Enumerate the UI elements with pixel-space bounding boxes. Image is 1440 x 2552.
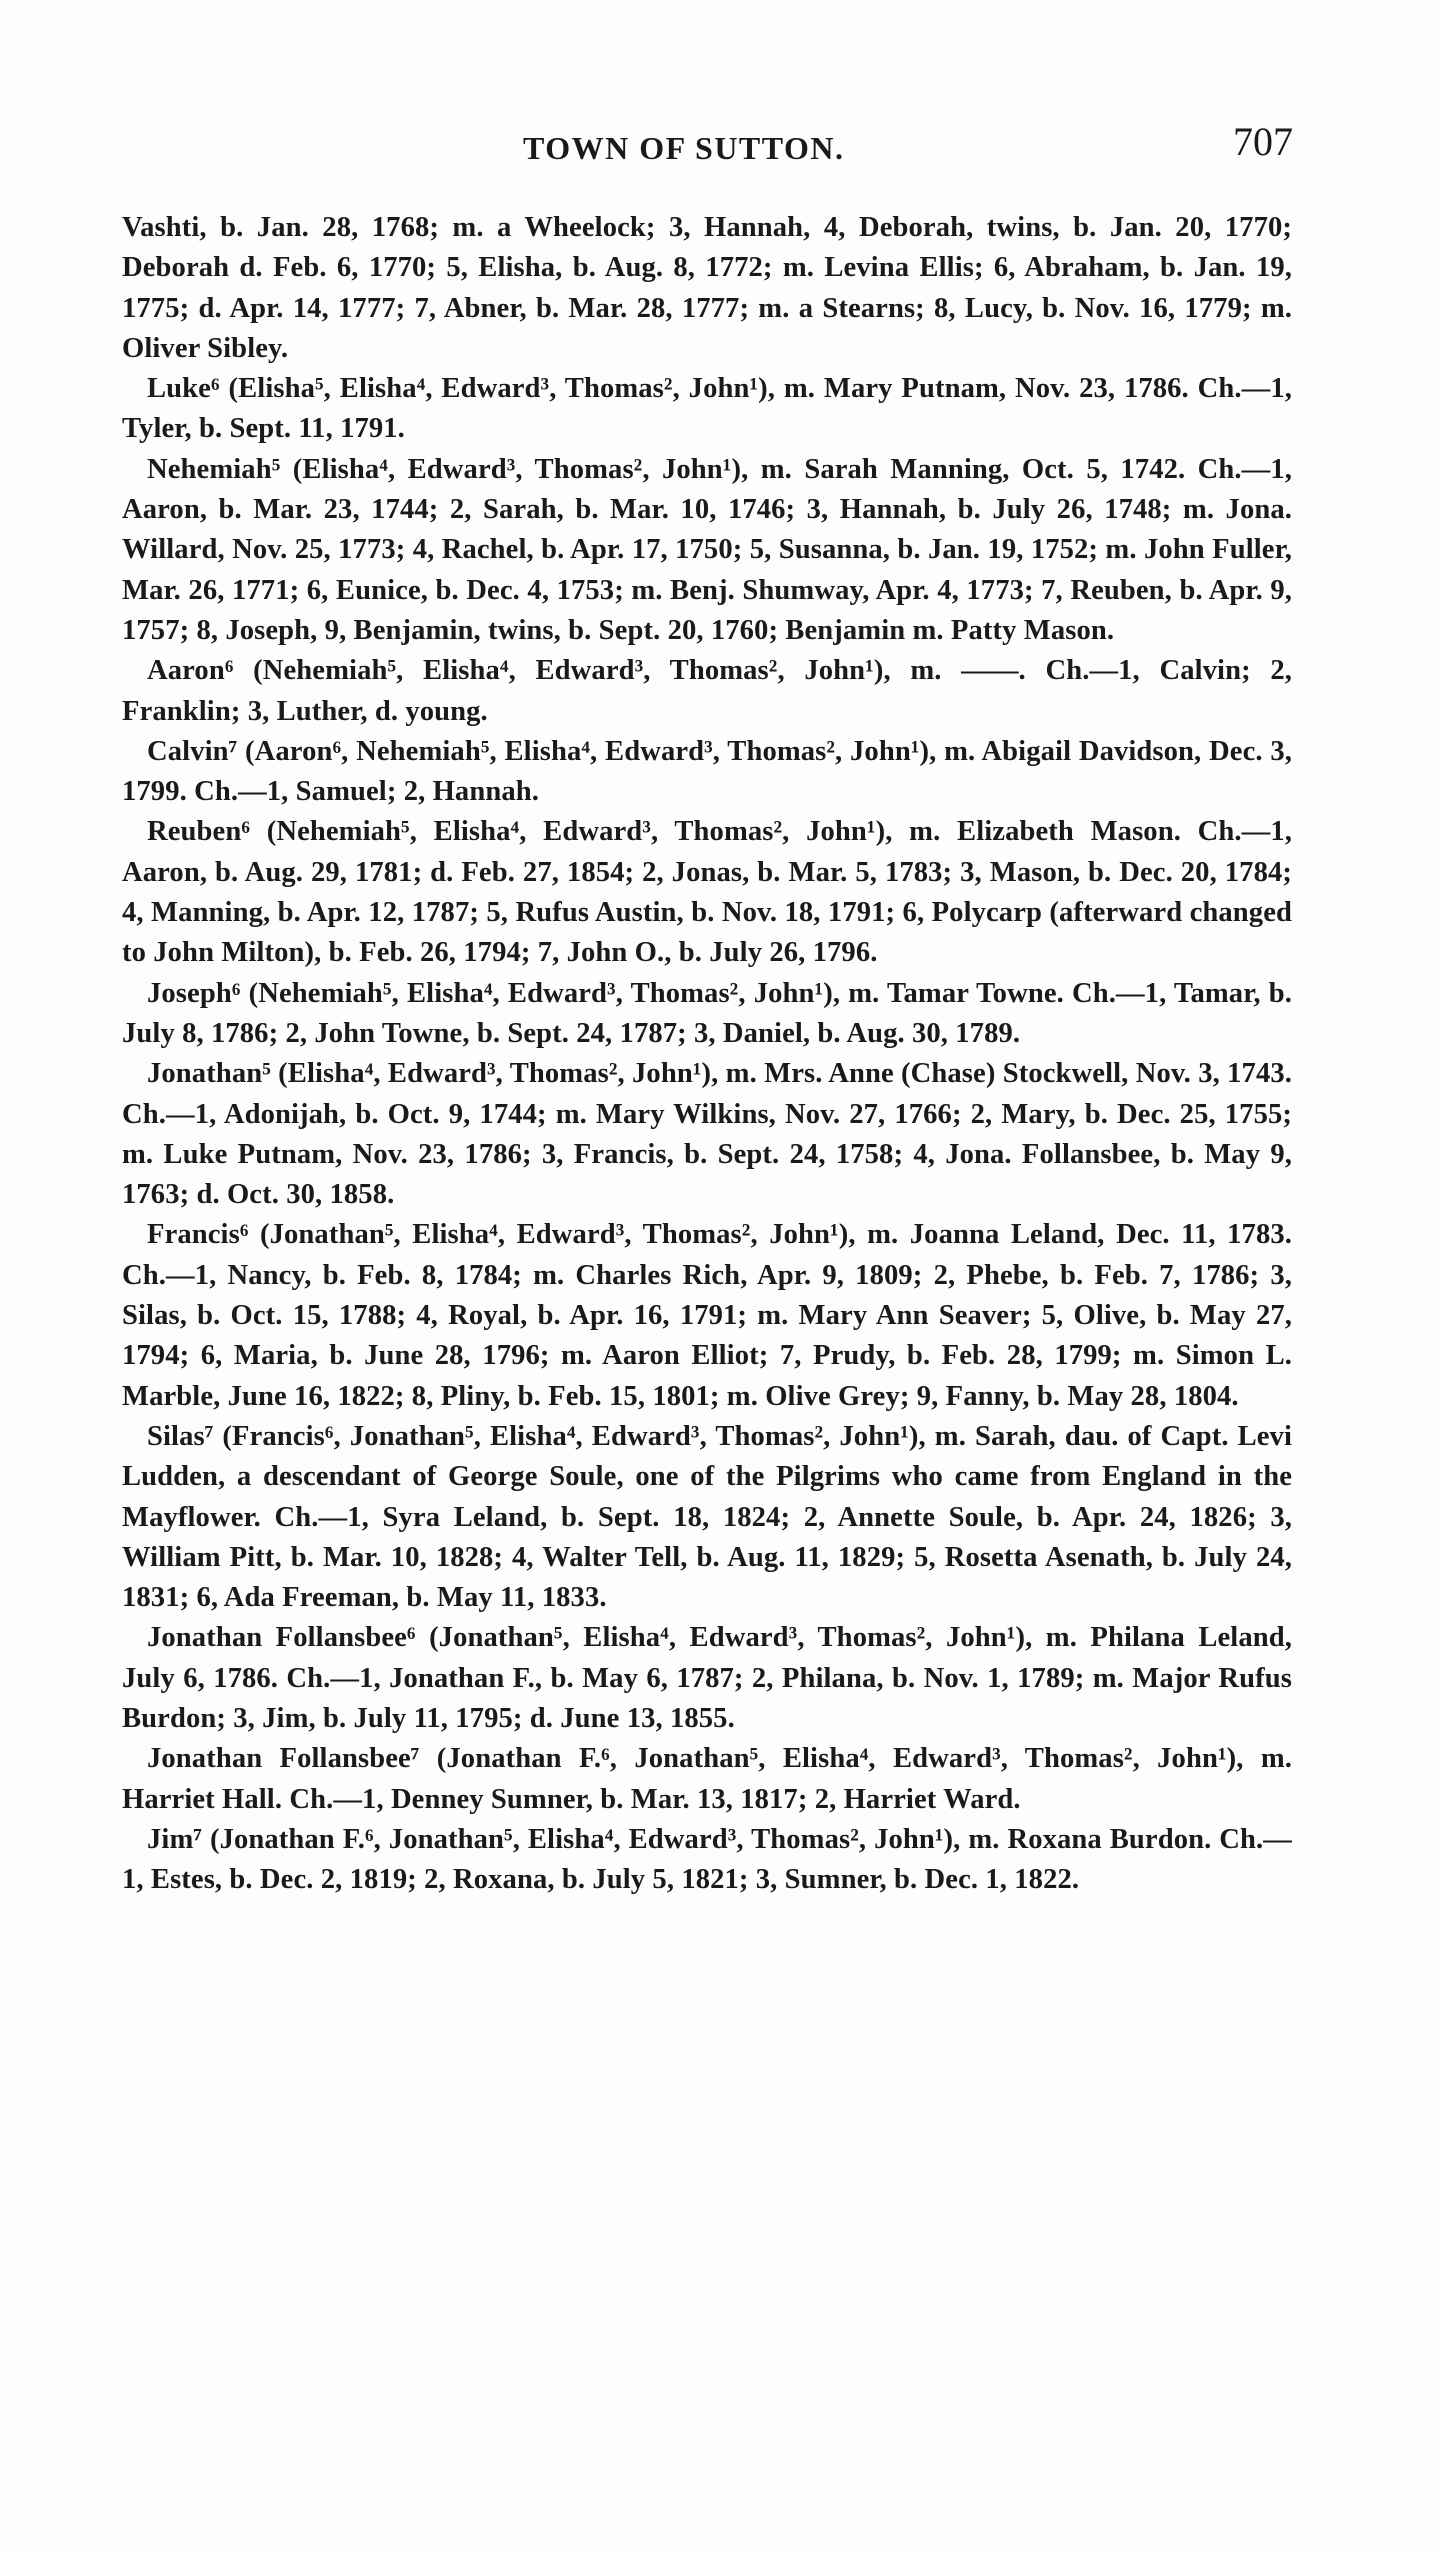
paragraph-joseph: Joseph⁶ (Nehemiah⁵, Elisha⁴, Edward³, Thomas², John¹), m. Tamar Towne. Ch.—1, Tamar, b. July 8, 1786; 2, John Towne, b. Sept. 24, 1787; 3, Daniel, b. Aug. 30, 1789.	[122, 977, 1292, 1049]
paragraph-calvin: Calvin⁷ (Aaron⁶, Nehemiah⁵, Elisha⁴, Edward³, Thomas², John¹), m. Abigail Davidson, Dec. 3, 1799. Ch.—1, Samuel; 2, Hannah.	[122, 735, 1292, 808]
page-title: TOWN OF SUTTON.	[523, 130, 845, 166]
paragraph-vashti-continuation: Vashti, b. Jan. 28, 1768; m. a Wheelock; 3, Hannah, 4, Deborah, twins, b. Jan. 20, 1770; Deborah d. Feb. 6, 1770; 5, Elisha, b. Aug. 8, 1772; m. Levina Ellis; 6, Abraham, b. Jan. 19, 1775; d. Apr. 14, 1777; 7, Abner, b. Mar. 28, 1777; m. a Stearns; 8, Lucy, b. Nov. 16, 1779; m. Oliver Sibley.	[122, 212, 1292, 364]
page-number: 707	[1233, 119, 1293, 164]
paragraph-luke: Luke⁶ (Elisha⁵, Elisha⁴, Edward³, Thomas², John¹), m. Mary Putnam, Nov. 23, 1786. Ch.—1, Tyler, b. Sept. 11, 1791.	[122, 373, 1292, 445]
paragraph-aaron: Aaron⁶ (Nehemiah⁵, Elisha⁴, Edward³, Thomas², John¹), m. ——. Ch.—1, Calvin; 2, Franklin; 3, Luther, d. young.	[122, 655, 1292, 727]
genealogy-text	[122, 208, 1292, 1900]
paragraph-jonathan-follansbee-6: Jonathan Follansbee⁶ (Jonathan⁵, Elisha⁴, Edward³, Thomas², John¹), m. Philana Leland, July 6, 1786. Ch.—1, Jonathan F., b. May 6, 1787; 2, Philana, b. Nov. 1, 1789; m. Major Rufus Burdon; 3, Jim, b. July 11, 1795; d. June 13, 1855.	[122, 1622, 1292, 1734]
paragraph-francis: Francis⁶ (Jonathan⁵, Elisha⁴, Edward³, Thomas², John¹), m. Joanna Leland, Dec. 11, 1783. Ch.—1, Nancy, b. Feb. 8, 1784; m. Charles Rich, Apr. 9, 1809; 2, Phebe, b. Feb. 7, 1786; 3, Silas, b. Oct. 15, 1788; 4, Royal, b. Apr. 16, 1791; m. Mary Ann Seaver; 5, Olive, b. May 27, 1794; 6, Maria, b. June 28, 1796; m. Aaron Elliot; 7, Prudy, b. Feb. 28, 1799; m. Simon L. Marble, June 16, 1822; 8, Pliny, b. Feb. 15, 1801; m. Olive Grey; 9, Fanny, b. May 28, 1804.	[122, 1219, 1292, 1412]
paragraph-jonathan: Jonathan⁵ (Elisha⁴, Edward³, Thomas², John¹), m. Mrs. Anne (Chase) Stockwell, Nov. 3, 1743. Ch.—1, Adonijah, b. Oct. 9, 1744; m. Mary Wilkins, Nov. 27, 1766; 2, Mary, b. Dec. 25, 1755; m. Luke Putnam, Nov. 23, 1786; 3, Francis, b. Sept. 24, 1758; 4, Jona. Follansbee, b. May 9, 1763; d. Oct. 30, 1858.	[122, 1058, 1292, 1211]
paragraph-jim: Jim⁷ (Jonathan F.⁶, Jonathan⁵, Elisha⁴, Edward³, Thomas², John¹), m. Roxana Burdon. Ch.—1, Estes, b. Dec. 2, 1819; 2, Roxana, b. July 5, 1821; 3, Sumner, b. Dec. 1, 1822.	[122, 1823, 1292, 1896]
paragraph-silas: Silas⁷ (Francis⁶, Jonathan⁵, Elisha⁴, Edward³, Thomas², John¹), m. Sarah, dau. of Capt. Levi Ludden, a descendant of George Soule, one of the Pilgrims who came from England in the Mayflower. Ch.—1, Syra Leland, b. Sept. 18, 1824; 2, Annette Soule, b. Apr. 24, 1826; 3, William Pitt, b. Mar. 10, 1828; 4, Walter Tell, b. Aug. 11, 1829; 5, Rosetta Asenath, b. July 24, 1831; 6, Ada Freeman, b. May 11, 1833.	[122, 1420, 1292, 1614]
paragraph-jonathan-follansbee-7: Jonathan Follansbee⁷ (Jonathan F.⁶, Jonathan⁵, Elisha⁴, Edward³, Thomas², John¹), m. Harriet Hall. Ch.—1, Denney Sumner, b. Mar. 13, 1817; 2, Harriet Ward.	[122, 1743, 1292, 1815]
paragraph-nehemiah: Nehemiah⁵ (Elisha⁴, Edward³, Thomas², John¹), m. Sarah Manning, Oct. 5, 1742. Ch.—1, Aaron, b. Mar. 23, 1744; 2, Sarah, b. Mar. 10, 1746; 3, Hannah, b. July 26, 1748; m. Jona. Willard, Nov. 25, 1773; 4, Rachel, b. Apr. 17, 1750; 5, Susanna, b. Jan. 19, 1752; m. John Fuller, Mar. 26, 1771; 6, Eunice, b. Dec. 4, 1753; m. Benj. Shumway, Apr. 4, 1773; 7, Reuben, b. Apr. 9, 1757; 8, Joseph, 9, Benjamin, twins, b. Sept. 20, 1760; Benjamin m. Patty Mason.	[122, 453, 1292, 646]
paragraph-reuben: Reuben⁶ (Nehemiah⁵, Elisha⁴, Edward³, Thomas², John¹), m. Elizabeth Mason. Ch.—1, Aaron, b. Aug. 29, 1781; d. Feb. 27, 1854; 2, Jonas, b. Mar. 5, 1783; 3, Mason, b. Dec. 20, 1784; 4, Manning, b. Apr. 12, 1787; 5, Rufus Austin, b. Nov. 18, 1791; 6, Polycarp (afterward changed to John Milton), b. Feb. 26, 1794; 7, John O., b. July 26, 1796.	[122, 816, 1292, 969]
running-head	[118, 118, 1293, 178]
